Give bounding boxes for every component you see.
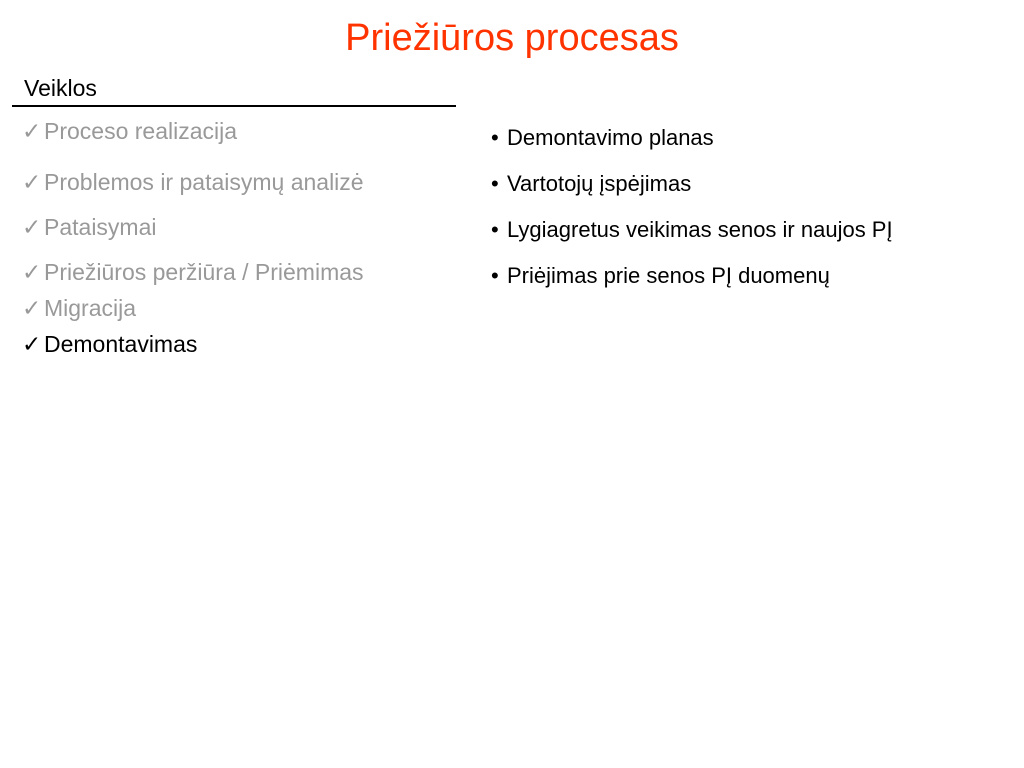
activity-item: [22, 258, 364, 286]
activity-item: [22, 168, 364, 196]
activity-label: Proceso realizacija: [44, 118, 238, 144]
activity-item: [22, 294, 136, 322]
checkmark-icon: ✓: [22, 169, 42, 195]
activity-label: Migracija: [44, 295, 137, 321]
bullet-item: [491, 124, 714, 152]
slide-title: Priežiūros procesas: [345, 17, 679, 59]
bullet-icon: •: [491, 263, 499, 288]
checkmark-icon: ✓: [22, 295, 42, 321]
activity-label: Problemos ir pataisymų analizė: [44, 169, 364, 195]
bullet-text: Demontavimo planas: [507, 125, 714, 150]
activity-item-current: [22, 330, 197, 358]
section-divider: [12, 105, 456, 107]
bullet-icon: •: [491, 217, 499, 242]
bullet-text: Vartotojų įspėjimas: [507, 171, 692, 196]
activity-label: Priežiūros peržiūra / Priėmimas: [44, 259, 364, 285]
bullet-item: [491, 170, 691, 198]
bullet-item: [491, 262, 830, 290]
activity-label: Pataisymai: [44, 214, 157, 240]
checkmark-icon: ✓: [22, 214, 42, 240]
activity-item: [22, 213, 156, 241]
bullet-text: Lygiagretus veikimas senos ir naujos PĮ: [507, 217, 893, 242]
bullet-icon: •: [491, 171, 499, 196]
activity-item: [22, 117, 237, 145]
bullet-text: Priėjimas prie senos PĮ duomenų: [507, 263, 830, 288]
activity-label: Demontavimas: [44, 331, 198, 357]
checkmark-icon: ✓: [22, 331, 42, 357]
bullet-icon: •: [491, 125, 499, 150]
bullet-item: [491, 216, 893, 244]
checkmark-icon: ✓: [22, 259, 42, 285]
checkmark-icon: ✓: [22, 118, 42, 144]
section-label: Veiklos: [24, 75, 97, 101]
